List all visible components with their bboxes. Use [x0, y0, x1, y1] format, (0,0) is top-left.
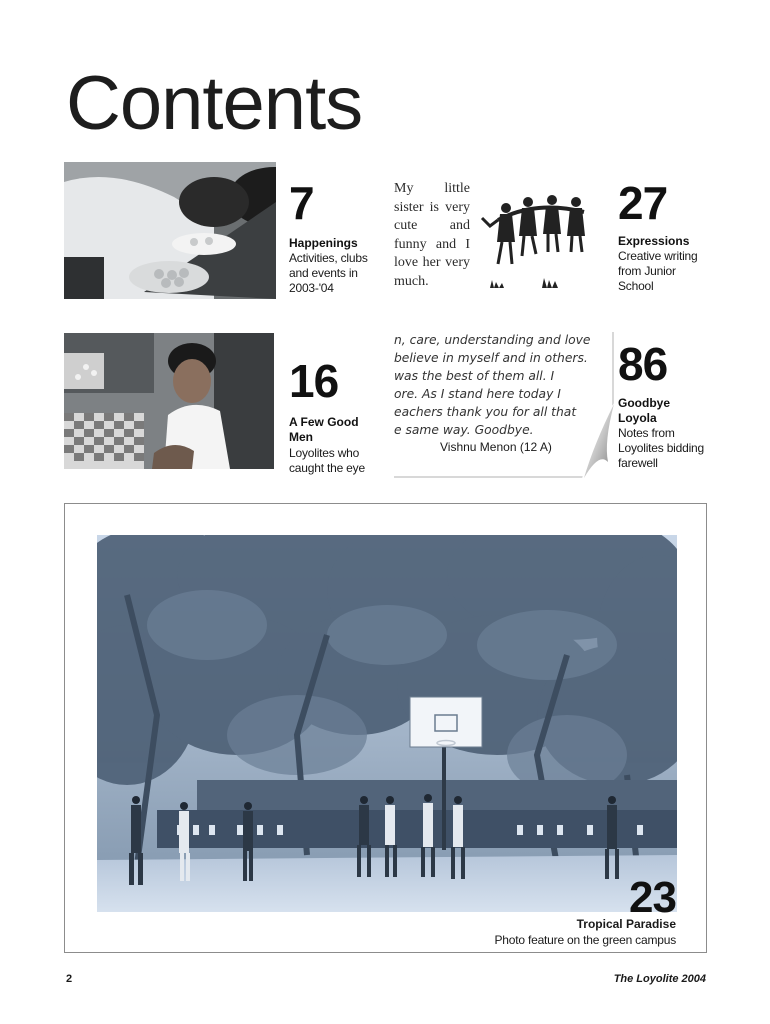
section-title-expressions[interactable]: Expressions	[618, 234, 690, 248]
excerpt-line: n, care, understanding and love	[394, 333, 591, 347]
tropical-paradise-feature	[64, 503, 707, 953]
section-title-happenings[interactable]: Happenings	[289, 236, 358, 250]
section-number-expressions: 27	[618, 177, 668, 229]
chess-player-photo	[64, 333, 274, 469]
expressions-excerpt: My little sister is very cute and funny and I love her very much.	[394, 181, 470, 289]
section-number-goodbye: 86	[618, 338, 668, 390]
basketball-court-photo	[97, 535, 677, 912]
section-title-goodbye[interactable]: Goodbye Loyola	[618, 396, 671, 425]
section-title-tropical-paradise[interactable]: Tropical Paradise	[576, 917, 676, 931]
page-title: Contents	[66, 61, 363, 146]
magazine-name: The Loyolite 2004	[613, 973, 706, 985]
excerpt-line: eachers thank you for all that	[394, 405, 577, 419]
section-description-few-good-men: Loyolites who caught the eye	[289, 446, 365, 475]
section-description-happenings: Activities, clubs and events in 2003-'04	[289, 251, 368, 295]
page-number: 2	[66, 973, 73, 985]
excerpt-line: was the best of them all. I	[394, 369, 555, 383]
happenings-photo	[64, 162, 276, 299]
excerpt-author: Vishnu Menon (12 A)	[440, 440, 552, 454]
excerpt-line: e same way. Goodbye.	[394, 423, 534, 437]
section-number-happenings: 7	[289, 177, 314, 229]
dancing-figures-illustration	[476, 190, 598, 296]
section-number-few-good-men: 16	[289, 355, 339, 407]
excerpt-line: ore. As I stand here today I	[394, 387, 561, 401]
excerpt-line: believe in myself and in others.	[394, 351, 588, 365]
section-title-few-good-men[interactable]: A Few Good Men	[289, 415, 359, 444]
section-description-tropical-paradise: Photo feature on the green campus	[494, 933, 676, 947]
page-curl-icon	[394, 332, 614, 478]
goodbye-excerpt	[394, 332, 614, 478]
section-description-expressions: Creative writing from Junior School	[618, 249, 698, 293]
section-number-tropical-paradise: 23	[629, 873, 676, 922]
section-description-goodbye: Notes from Loyolites bidding farewell	[618, 426, 704, 470]
